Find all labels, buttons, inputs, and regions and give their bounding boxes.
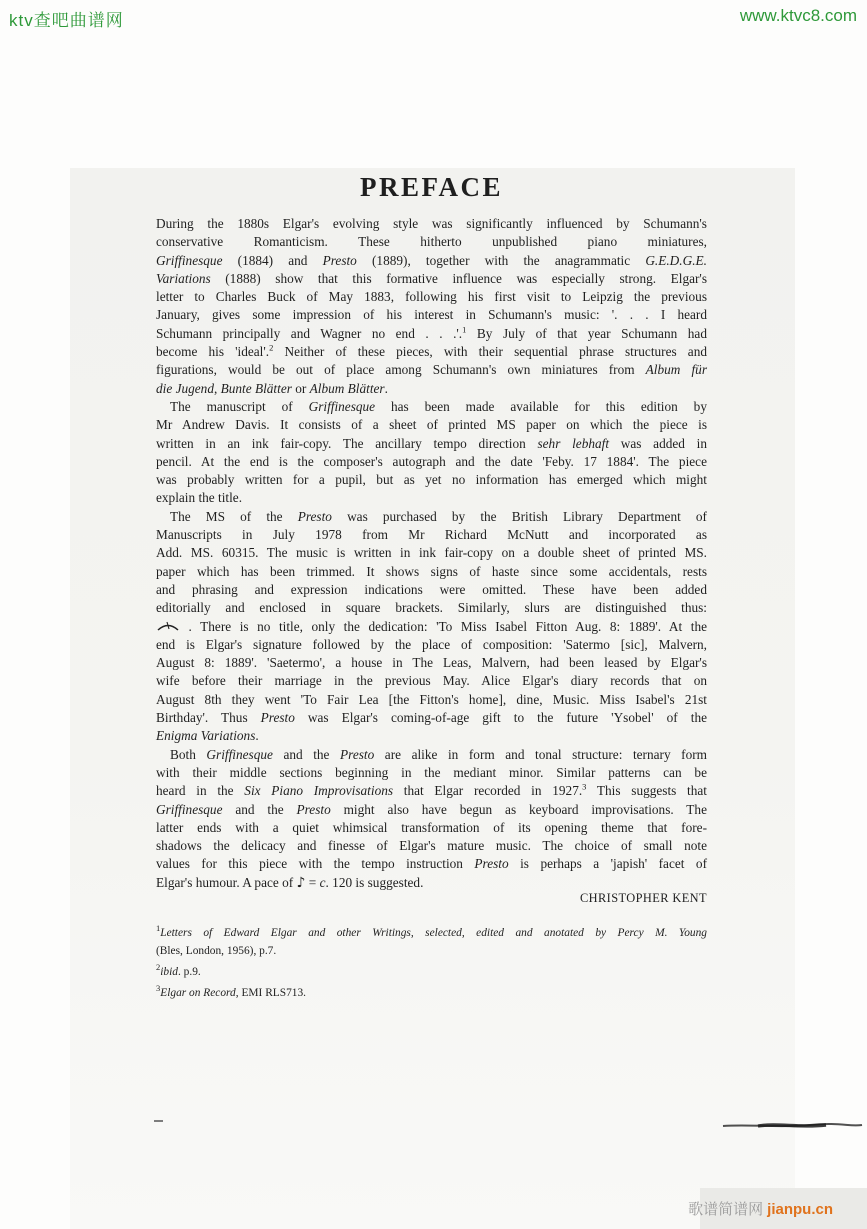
watermark-top-left: ktv查吧曲谱网 (9, 11, 124, 30)
footnote-marker: 2 (269, 342, 274, 353)
text-line: The MS of the Presto was purchased by the British Library Department of (170, 508, 707, 524)
text-line: explain the title. (156, 490, 243, 506)
text-line: was probably written for a pupil, but as yet no information has emerged which might (156, 472, 707, 488)
text-line: Manuscripts in July 1978 from Mr Richard McNutt and incorporated as (156, 527, 707, 543)
text-line: figurations, would be out of place among Schumann's own miniatures from Album für (156, 362, 708, 378)
text-line: Birthday'. Thus Presto was Elgar's coming-of-age gift to the future 'Ysobel' of the (156, 710, 707, 726)
watermark-domain: jianpu.cn (767, 1201, 833, 1218)
text-line: During the 1880s Elgar's evolving style was significantly influenced by Schumann's (156, 216, 707, 231)
text-line: Schumann principally and Wagner no end . . .'.$^1$ By July of that year Schumann had (156, 324, 707, 341)
text-line: January, gives some impression of his interest in Schumann's music: '. . . I heard (156, 307, 707, 323)
text-line: Mr Andrew Davis. It consists of a sheet of printed MS paper on which the piece is (156, 417, 707, 433)
text-line: Add. MS. 60315. The music is written in ink fair-copy on a double sheet of printed MS. (156, 545, 707, 561)
footnote-line: $^2$ibid. p.9. (156, 962, 201, 978)
footnote-line: $^3$Elgar on Record, EMI RLS713. (156, 983, 307, 999)
preface-body (156, 215, 707, 892)
text-line: Elgar's humour. A pace of ♪ = c. 120 is suggested. (156, 874, 424, 891)
scan-artifact-smudge-line (720, 1120, 865, 1132)
page-title: PREFACE (360, 172, 503, 202)
text-line: conservative Romanticism. These hitherto unpublished piano miniatures, (156, 234, 707, 250)
text-line: editorially and enclosed in square brackets. Similarly, slurs are distinguished thus: (156, 600, 707, 616)
text-line: . There is no title, only the dedication: 'To Miss Isabel Fitton Aug. 8: 1889'. At the (156, 618, 707, 636)
text-line: August 8th they went 'To Fair Lea [the Fitton's home], dine, Music. Miss Isabel's 21st (156, 691, 707, 707)
footnote-marker: 1 (462, 324, 467, 335)
footnote-marker: 1 (156, 923, 161, 934)
text-line: and phrasing and expression indications were omitted. These have been added (156, 581, 707, 597)
editorial-slur-icon (156, 619, 180, 630)
footnote-line: (Bles, London, 1956), p.7. (156, 945, 277, 957)
text-line: Griffinesque and the Presto might also have begun as keyboard improvisations. The (156, 801, 707, 817)
author-signature: CHRISTOPHER KENT (580, 891, 707, 905)
text-line: end is Elgar's signature followed by the place of composition: 'Satermo [sic], Malvern, (156, 636, 707, 652)
text-line: Enigma Variations. (156, 728, 259, 744)
text-line: The manuscript of Griffinesque has been made available for this edition by (170, 398, 707, 414)
text-line: Griffinesque (1884) and Presto (1889), together with the anagrammatic G.E.D.G.E. (156, 252, 707, 268)
footnote-line: $^1$Letters of Edward Elgar and other Writings, selected, edited and anotated by Percy M. Young (156, 923, 707, 939)
text-line: values for this piece with the tempo instruction Presto is perhaps a 'japish' facet of (156, 856, 707, 872)
watermark-site-name: 歌谱简谱网 (688, 1201, 764, 1218)
footnote (156, 963, 707, 981)
text-line: heard in the Six Piano Improvisations that Elgar recorded in 1927.$^3$ This suggests that (156, 781, 707, 799)
text-line: wife before their marriage in the previous May. Alice Elgar's diary records that on (156, 673, 707, 689)
text-line: August 8: 1889'. 'Saetermo', a house in The Leas, Malvern, had been leased by Elgar's (156, 655, 707, 671)
text-line: Variations (1888) show that this formative influence was especially strong. Elgar's (156, 270, 707, 286)
text-line: paper which has been trimmed. It shows signs of haste since some accidentals, rests (156, 563, 707, 579)
text-line: Both Griffinesque and the Presto are alike in form and tonal structure: ternary form (170, 746, 707, 762)
footnote-marker: 3 (156, 983, 161, 994)
footnote-marker: 3 (582, 781, 587, 792)
watermark-top-right: www.ktvc8.com (739, 6, 857, 25)
text-line: latter ends with a quiet whimsical transformation of its opening theme that fore- (156, 819, 707, 835)
text-line: become his 'ideal'.$^2$ Neither of these pieces, with their sequential phrase structures and (156, 342, 707, 360)
footnote (156, 984, 707, 1002)
text-line: shadows the delicacy and finesse of Elgar's mature music. The choice of small note (156, 838, 707, 854)
scan-artifact-dash (154, 1120, 163, 1122)
text-line: written in an ink fair-copy. The ancillary tempo direction sehr lebhaft was added in (156, 435, 708, 451)
footnotes (156, 924, 707, 1002)
text-line: with their middle sections beginning in the mediant minor. Similar patterns can be (156, 764, 707, 780)
watermark-bottom-right (688, 1198, 833, 1219)
footnote-marker: 2 (156, 962, 161, 973)
quaver-note-icon: ♪ (296, 874, 306, 891)
text-line: letter to Charles Buck of May 1883, following his first visit to Leipzig the previous (156, 289, 707, 305)
text-line: die Jugend, Bunte Blätter or Album Blätter. (156, 380, 388, 396)
footnote (156, 924, 707, 960)
text-line: pencil. At the end is the composer's autograph and the date 'Feby. 17 1884'. The piece (156, 453, 707, 469)
